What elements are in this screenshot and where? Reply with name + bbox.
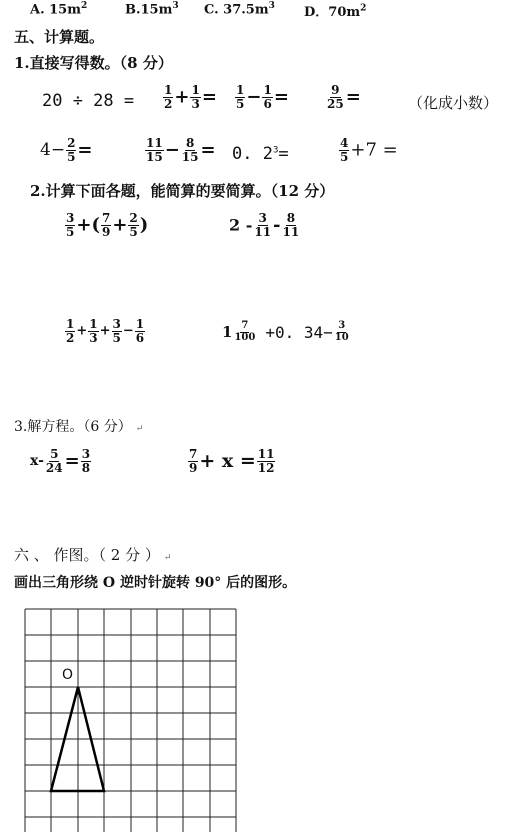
option-a: A. $15m^2$ (30, 1, 88, 18)
option-d: D．$70m^2$ (304, 3, 367, 20)
q1-expr-8: $\frac{4}{5}$ +7 = (340, 136, 398, 164)
q2-expr-1: $\frac{3}{5}$ +( $\frac{7}{9}$ + $\frac{2}{5}$ ) (66, 211, 149, 239)
q1-expr-7: 0. $2^3=$ (232, 144, 289, 164)
q1-note: （化成小数） (408, 94, 499, 112)
q3-equation-1: x- $\frac{5}{24}$ = $\frac{3}{8}$ (30, 447, 91, 475)
q3-equation-2: $\frac{7}{9}$ + x = $\frac{11}{12}$ (189, 447, 275, 475)
q2-expr-2: 2 - $\frac{3}{11}$ - $\frac{8}{11}$ (229, 211, 300, 239)
q2-expr-3: $\frac{1}{2}$ + $\frac{1}{3}$ + $\frac{3}{5}$ − $\frac{1}{6}$ (66, 317, 145, 345)
section6-instruction: 画出三角形绕 O 逆时针旋转 90° 后的图形。 (14, 575, 297, 591)
option-c: C. $37.5m^3$ (204, 1, 275, 18)
option-b: $B.15m^3$ (125, 1, 179, 18)
q1-expr-4: $\frac{9}{25}$ = (327, 83, 361, 111)
section6-title: 六 、 作图。（ 2 分 ） ↵ (14, 546, 172, 564)
q2-expr-4: 1 $\frac{7}{100}$ +0. 34− $\frac{3}{10}$ (222, 320, 349, 343)
q1-title: 1.直接写得数。（8 分） (14, 54, 173, 72)
q1-expr-1: 20 ÷ 28 = (42, 91, 135, 111)
q3-title: 3.解方程。（6 分） ↵ (14, 419, 144, 435)
grid-lines (25, 609, 236, 832)
q1-expr-2: $\frac{1}{2}$ + $\frac{1}{3}$ = (164, 83, 217, 111)
q1-expr-3: $\frac{1}{5}$ − $\frac{1}{6}$ = (236, 83, 289, 111)
q1-expr-5: 4− $\frac{2}{5}$ = (40, 136, 93, 164)
section5-title: 五、计算题。 (14, 28, 105, 46)
q1-expr-6: $\frac{11}{15}$ − $\frac{8}{15}$ = (146, 136, 216, 164)
q2-title: 2.计算下面各题，能简算的要简算。（12 分） (30, 182, 335, 200)
point-o-label: O (62, 667, 74, 683)
